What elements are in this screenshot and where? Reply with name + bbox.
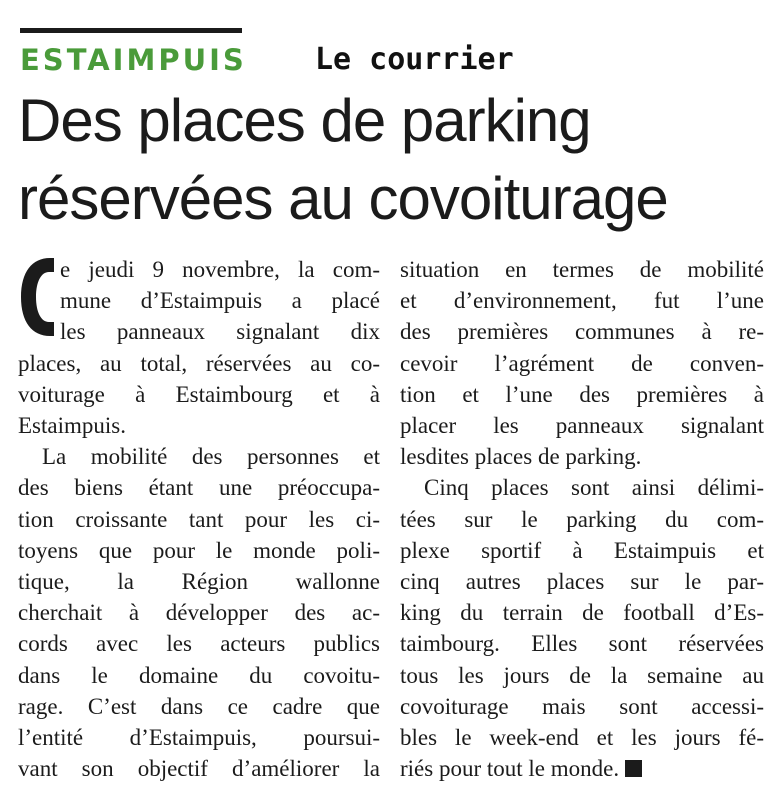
text-line: cinq autres places sur le par- [400, 569, 764, 595]
article-column-1 [18, 254, 380, 784]
text-line: vant son objectif d’améliorer la [18, 756, 380, 782]
text-line: cherchait à développer des ac- [18, 600, 380, 626]
text-line-final [400, 753, 764, 784]
text-line: l’entité d’Estaimpuis, poursui- [18, 725, 380, 751]
text-line: tion et l’une des premières à [400, 381, 764, 407]
top-rule [20, 28, 242, 33]
section-kicker: ESTAIMPUIS [20, 43, 247, 77]
text-line-final-text: riés pour tout le monde. [400, 756, 620, 782]
text-line: La mobilité des personnes et [42, 444, 380, 470]
text-line: situation en termes de mobilité [400, 257, 764, 282]
text-line: king du terrain de football d’Es- [400, 600, 764, 626]
text-line: les panneaux signalant dix [60, 319, 380, 345]
text-line: taimbourg. Elles sont réservées [400, 631, 764, 657]
text-line: tées sur le parking du com- [400, 506, 764, 532]
text-line: des biens étant une préoccupa- [18, 475, 380, 501]
source-label: Le courrier [315, 42, 514, 77]
text-line: plexe sportif à Estaimpuis et [400, 537, 764, 563]
headline [18, 82, 778, 238]
text-line: toyens que pour le monde poli- [18, 537, 380, 563]
text-line: voiturage à Estaimbourg et à [18, 381, 380, 407]
text-line: mune d’Estaimpuis a placé [60, 288, 380, 314]
text-line: covoiturage mais sont accessi- [400, 693, 764, 719]
text-line: des premières communes à re- [400, 319, 764, 345]
text-line: tous les jours de la semaine au [400, 662, 764, 688]
text-line: cevoir l’agrément de conven- [400, 350, 764, 376]
end-of-article-mark [625, 760, 642, 777]
text-line: et d’environnement, fut l’une [400, 288, 764, 314]
text-line: rage. C’est dans ce cadre que [18, 693, 380, 719]
text-line: e jeudi 9 novembre, la com- [60, 257, 380, 282]
text-line: lesdites places de parking. [400, 444, 642, 470]
text-line: bles le week-end et les jours fé- [400, 725, 764, 751]
text-line: places, au total, réservées au co- [18, 350, 380, 376]
text-line: cords avec les acteurs publics [18, 631, 380, 657]
article-column-2 [400, 254, 764, 784]
headline-line-1: Des places de parking [18, 87, 591, 154]
text-line: tion croissante tant pour les ci- [18, 506, 380, 532]
headline-line-2: réservées au covoiturage [18, 165, 668, 232]
text-line: tique, la Région wallonne [18, 569, 380, 595]
text-line: dans le domaine du covoitu- [18, 662, 380, 688]
text-line: Estaimpuis. [18, 413, 126, 439]
text-line: Cinq places sont ainsi délimi- [424, 475, 764, 501]
text-line: placer les panneaux signalant [400, 413, 764, 439]
